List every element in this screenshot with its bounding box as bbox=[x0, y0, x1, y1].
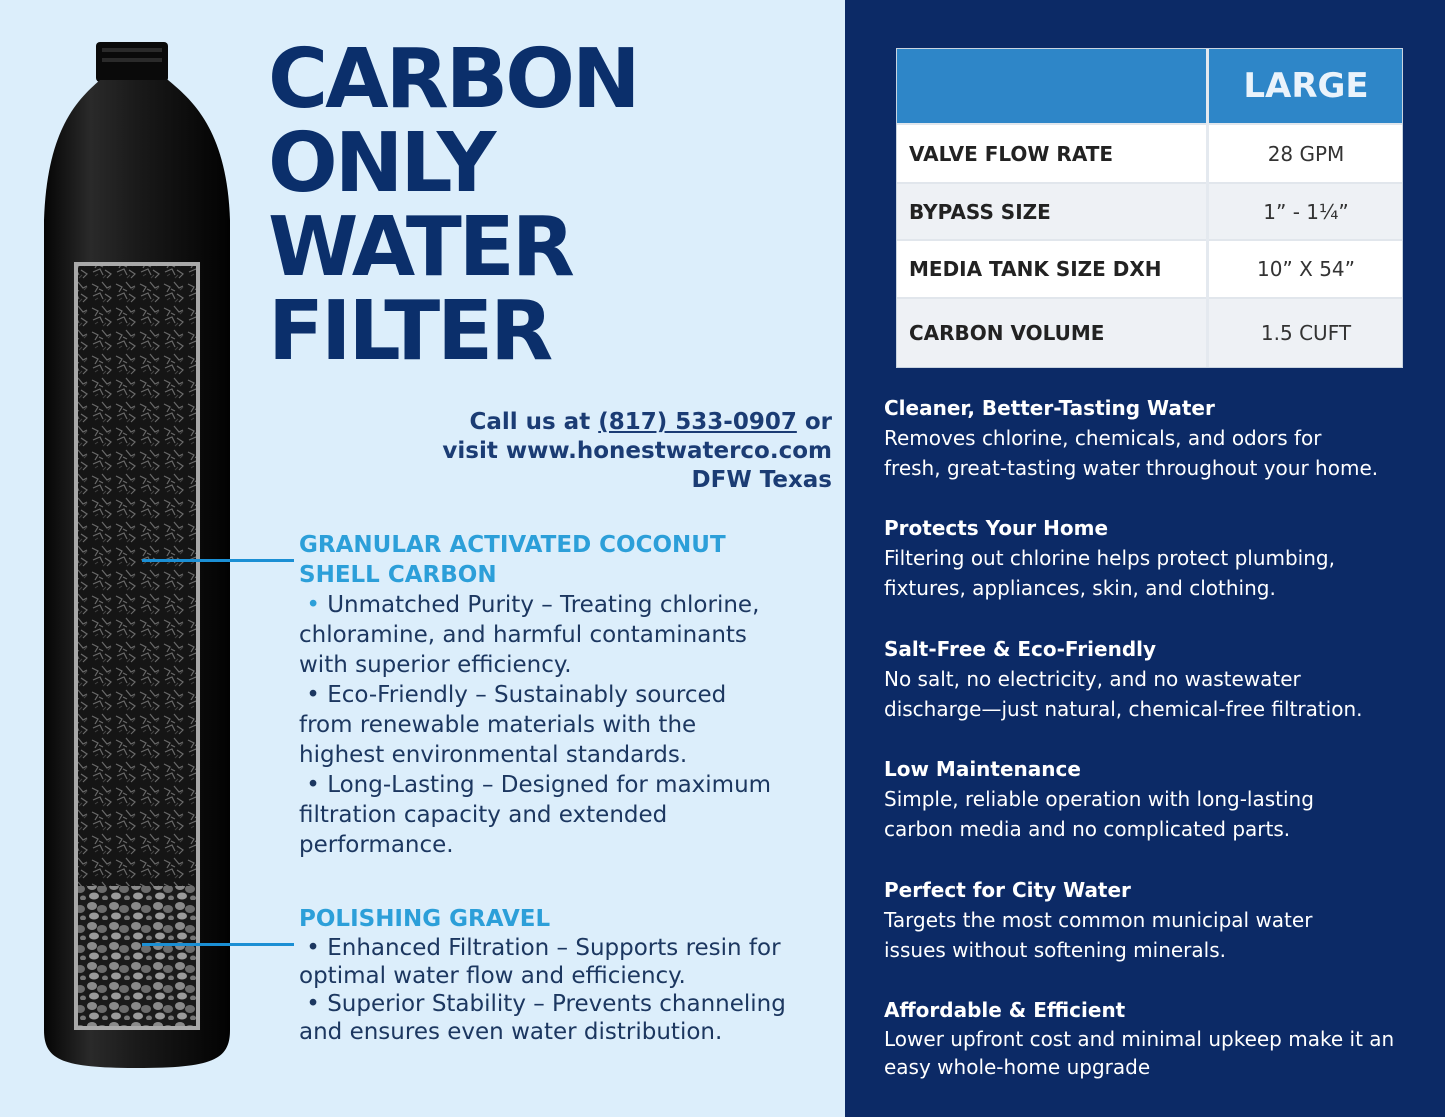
spec-value: 1.5 CUFT bbox=[1260, 321, 1352, 345]
carbon-bullet-2: • Eco-Friendly – Sustainably sourced from renewable materials with the highest environmental standards. bbox=[299, 682, 727, 768]
spec-value: 10” X 54” bbox=[1256, 257, 1356, 281]
feature-title: Salt-Free & Eco-Friendly bbox=[884, 637, 1157, 661]
feature-block bbox=[884, 875, 1424, 965]
spec-value: 28 GPM bbox=[1267, 141, 1345, 166]
spec-label: CARBON VOLUME bbox=[909, 321, 1105, 345]
title-line-4: FILTER bbox=[268, 284, 551, 379]
feature-text bbox=[884, 905, 1424, 965]
feature-title: Cleaner, Better-Tasting Water bbox=[884, 396, 1215, 420]
feature-text bbox=[884, 423, 1424, 483]
carbon-callout-line bbox=[142, 559, 294, 562]
feature-block bbox=[884, 995, 1424, 1081]
spec-label: BYPASS SIZE bbox=[909, 199, 1051, 224]
title-line-3: WATER bbox=[268, 200, 572, 295]
gravel-bullet-1-line-1: Enhanced Filtration – Supports resin for bbox=[327, 935, 781, 961]
title-line-2: ONLY bbox=[268, 116, 494, 211]
gravel-bullet-2-line-1: Superior Stability – Prevents channeling bbox=[327, 991, 786, 1017]
feature-text-line-1: Filtering out chlorine helps protect plumbing, bbox=[884, 546, 1335, 570]
feature-block bbox=[884, 393, 1424, 483]
spec-row bbox=[897, 182, 1402, 239]
carbon-bullet-2-line-1: Eco-Friendly – Sustainably sourced bbox=[327, 682, 727, 708]
spec-divider bbox=[1206, 49, 1209, 367]
feature-block bbox=[884, 634, 1424, 724]
carbon-bullet-1-line-3: with superior efficiency. bbox=[299, 652, 572, 678]
feature-title: Low Maintenance bbox=[884, 757, 1081, 781]
gravel-bullet-2-line-2: and ensures even water distribution. bbox=[299, 1019, 723, 1045]
feature-title: Protects Your Home bbox=[884, 516, 1109, 540]
spec-label: VALVE FLOW RATE bbox=[909, 141, 1114, 166]
feature-title: Affordable & Efficient bbox=[884, 998, 1126, 1022]
feature-text-line-2: fixtures, appliances, skin, and clothing. bbox=[884, 576, 1276, 600]
feature-text-line-1: Simple, reliable operation with long-lasting bbox=[884, 787, 1314, 811]
spec-table bbox=[896, 48, 1403, 368]
feature-text-line-1: No salt, no electricity, and no wastewater bbox=[884, 667, 1301, 691]
carbon-bullet-3-line-1: Long-Lasting – Designed for maximum bbox=[327, 772, 772, 798]
spec-table-header bbox=[897, 49, 1402, 123]
region-line: DFW Texas bbox=[691, 467, 832, 493]
carbon-bullet-3-line-3: performance. bbox=[299, 832, 454, 858]
contact-block bbox=[442, 408, 832, 495]
phone-link[interactable]: (817) 533-0907 bbox=[598, 409, 797, 435]
gravel-callout-line bbox=[142, 943, 294, 946]
website-line: visit www.honestwaterco.com bbox=[442, 438, 832, 464]
carbon-bullet-3: • Long-Lasting – Designed for maximum filtration capacity and extended performance. bbox=[299, 772, 772, 858]
carbon-heading-line-2: SHELL CARBON bbox=[299, 562, 497, 588]
contact-call-line bbox=[442, 408, 832, 437]
spec-row bbox=[897, 239, 1402, 297]
feature-text bbox=[884, 543, 1424, 603]
carbon-bullet-1 bbox=[299, 590, 839, 680]
feature-block bbox=[884, 513, 1424, 603]
feature-title: Perfect for City Water bbox=[884, 878, 1131, 902]
gravel-section bbox=[299, 904, 839, 1046]
carbon-bullet-2-line-3: highest environmental standards. bbox=[299, 742, 688, 768]
call-suffix: or bbox=[796, 409, 832, 435]
feature-text-line-2: carbon media and no complicated parts. bbox=[884, 817, 1291, 841]
feature-text bbox=[884, 784, 1424, 844]
gravel-heading: POLISHING GRAVEL bbox=[299, 906, 551, 932]
spec-row bbox=[897, 297, 1402, 367]
carbon-bullet-2-line-2: from renewable materials with the bbox=[299, 712, 697, 738]
bullet-dot: • bbox=[306, 592, 320, 618]
gravel-bullet-1-line-2: optimal water flow and efficiency. bbox=[299, 963, 686, 989]
feature-text bbox=[884, 1025, 1424, 1081]
carbon-heading-line-1: GRANULAR ACTIVATED COCONUT bbox=[299, 532, 726, 558]
title-line-1: CARBON bbox=[268, 32, 638, 127]
spec-label: MEDIA TANK SIZE DXH bbox=[909, 257, 1162, 281]
feature-text-line-2: easy whole-home upgrade bbox=[884, 1055, 1151, 1079]
feature-text bbox=[884, 664, 1424, 724]
feature-text-line-2: fresh, great-tasting water throughout your home. bbox=[884, 456, 1379, 480]
feature-text-line-2: issues without softening minerals. bbox=[884, 938, 1226, 962]
call-prefix: Call us at bbox=[469, 409, 599, 435]
gravel-bullet-2: • Superior Stability – Prevents channeling and ensures even water distribution. bbox=[299, 991, 786, 1045]
feature-text-line-1: Targets the most common municipal water bbox=[884, 908, 1313, 932]
carbon-bullet-1-line-1: Unmatched Purity – Treating chlorine, bbox=[327, 592, 760, 618]
spec-column-large: LARGE bbox=[1243, 66, 1369, 106]
spec-value: 1” - 1¼” bbox=[1263, 199, 1349, 224]
carbon-heading bbox=[299, 530, 839, 590]
filter-tank-image bbox=[42, 40, 232, 1070]
feature-text-line-1: Lower upfront cost and minimal upkeep make it an bbox=[884, 1027, 1395, 1051]
feature-block bbox=[884, 754, 1424, 844]
feature-text-line-1: Removes chlorine, chemicals, and odors for bbox=[884, 426, 1322, 450]
feature-text-line-2: discharge—just natural, chemical-free filtration. bbox=[884, 697, 1363, 721]
gravel-bullet-1: • Enhanced Filtration – Supports resin for optimal water flow and efficiency. bbox=[299, 935, 781, 989]
page-title bbox=[268, 32, 638, 379]
spec-row bbox=[897, 123, 1402, 182]
carbon-bullet-3-line-2: filtration capacity and extended bbox=[299, 802, 668, 828]
carbon-section bbox=[299, 530, 839, 860]
carbon-bullet-1-line-2: chloramine, and harmful contaminants bbox=[299, 622, 747, 648]
